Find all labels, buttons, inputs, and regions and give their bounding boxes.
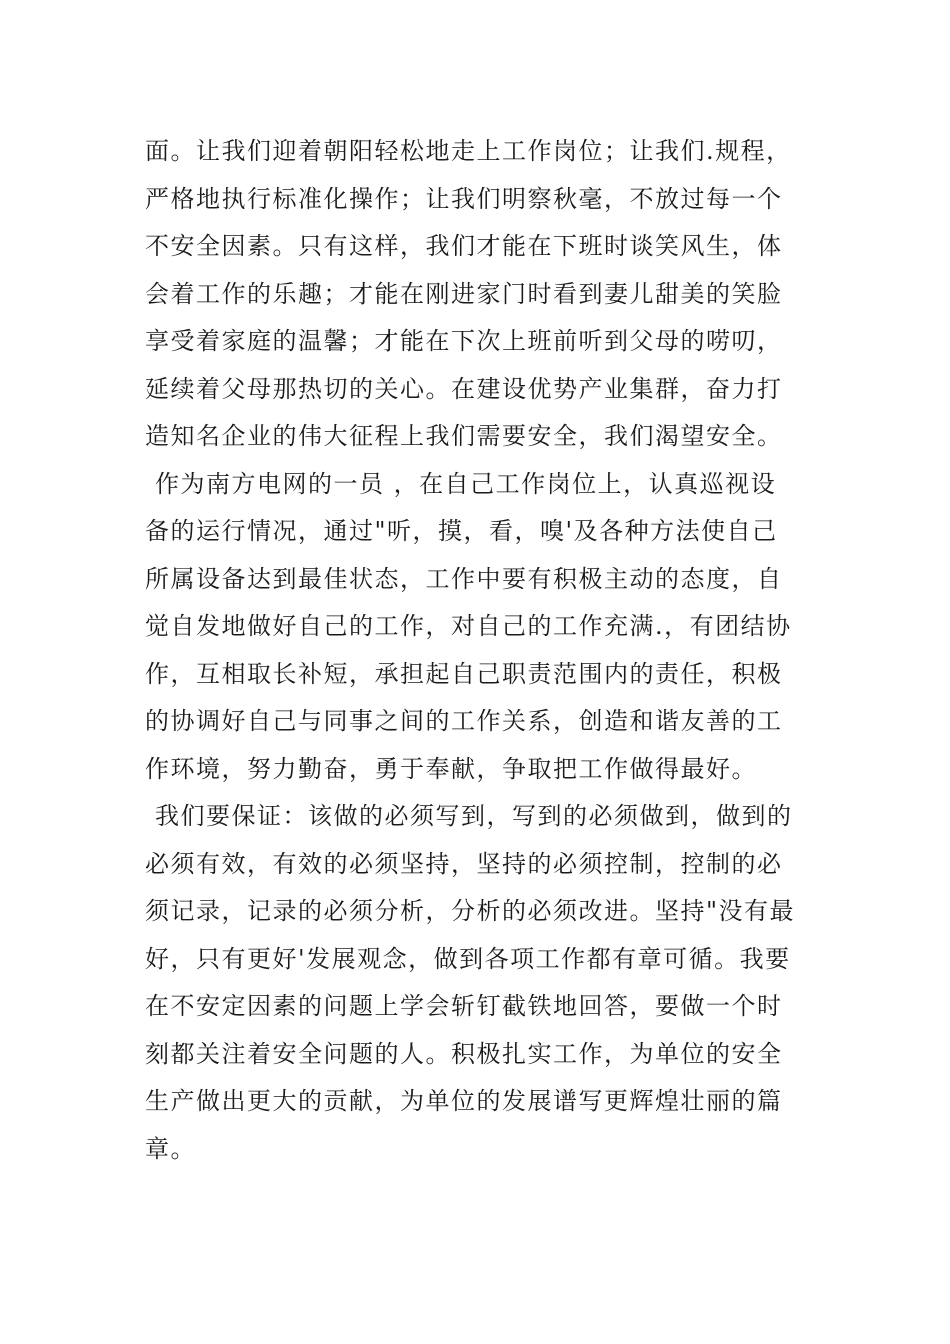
text-line: 备的运行情况，通过"听，摸，看，嗅'及各种方法使自己 xyxy=(145,517,778,545)
text-line: 必须有效，有效的必须坚持，坚持的必须控制，控制的必 xyxy=(145,849,783,878)
text-line: 章。 xyxy=(145,1134,196,1163)
text-line: 刻都关注着安全问题的人。积极扎实工作，为单位的安全 xyxy=(145,1039,783,1068)
body-text xyxy=(145,128,810,1173)
text-line: 觉自发地做好自己的工作，对自己的工作充满.，有团结协 xyxy=(145,612,792,640)
text-line: 在不安定因素的问题上学会斩钉截铁地回答，要做一个时 xyxy=(145,992,783,1020)
text-line: 面。让我们迎着朝阳轻松地走上工作岗位；让我们.规程， xyxy=(145,137,792,165)
text-line: 作，互相取长补短，承担起自己职责范围内的责任，积极 xyxy=(145,659,783,688)
text-line: 作环境，努力勤奋，勇于奉献，争取把工作做得最好。 xyxy=(145,754,757,783)
text-line: 享受着家庭的温馨；才能在下次上班前听到父母的唠叨， xyxy=(145,327,783,355)
text-line: 生产做出更大的贡献，为单位的发展谱写更辉煌壮丽的篇 xyxy=(145,1087,783,1115)
text-line: 造知名企业的伟大征程上我们需要安全，我们渴望安全。 xyxy=(145,422,783,450)
text-line: 所属设备达到最佳状态，工作中要有积极主动的态度，自 xyxy=(145,564,783,593)
text-line: 的协调好自己与同事之间的工作关系，创造和谐友善的工 xyxy=(145,707,783,735)
text-line: 不安全因素。只有这样，我们才能在下班时谈笑风生，体 xyxy=(145,232,783,260)
text-line: 须记录，记录的必须分析，分析的必须改进。坚持"没有最 xyxy=(145,897,796,925)
text-line: 延续着父母那热切的关心。在建设优势产业集群，奋力打 xyxy=(145,374,783,403)
paragraph-start-line: 作为南方电网的一员 ，在自己工作岗位上，认真巡视设 xyxy=(155,469,777,498)
text-line: 会着工作的乐趣；才能在刚进家门时看到妻儿甜美的笑脸 xyxy=(145,279,783,308)
paragraph-start-line: 我们要保证：该做的必须写到，写到的必须做到，做到的 xyxy=(155,802,793,830)
text-line: 严格地执行标准化操作；让我们明察秋毫，不放过每一个 xyxy=(145,184,783,213)
text-line: 好，只有更好'发展观念，做到各项工作都有章可循。我要 xyxy=(145,944,791,973)
